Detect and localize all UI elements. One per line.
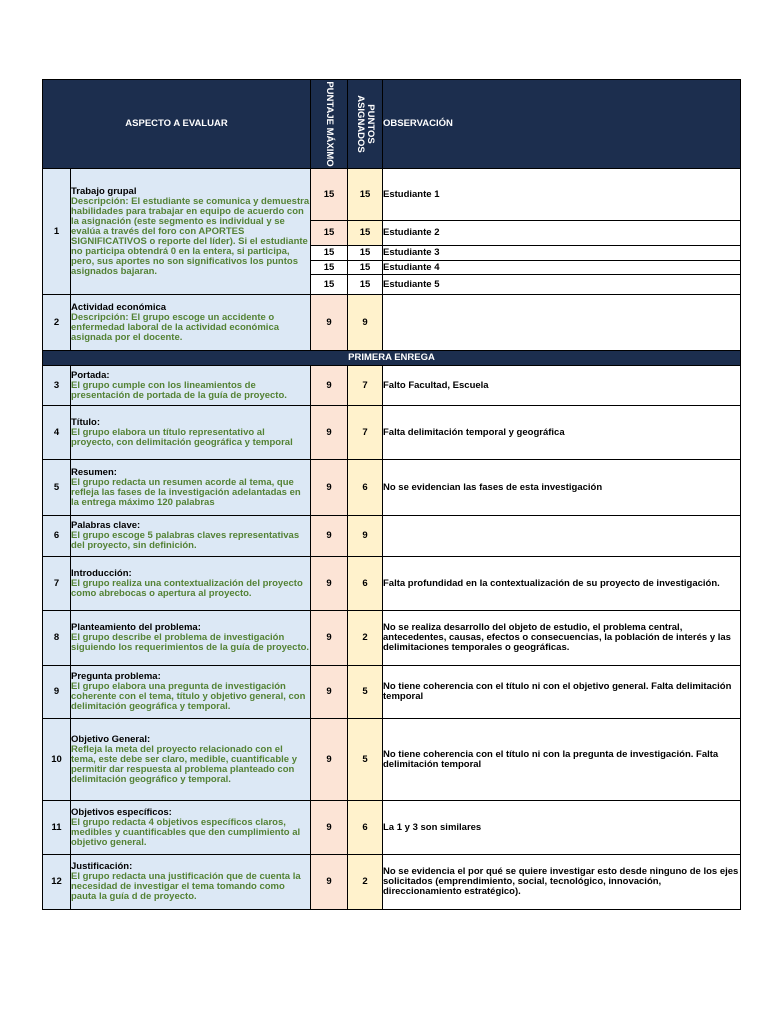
max-score: 9: [311, 855, 348, 910]
observation: No se evidencian las fases de esta investigación: [383, 460, 741, 516]
table-row: [43, 295, 741, 351]
criterion-description: El grupo elabora una pregunta de investigación coherente con el tema, título y objetivo general, con delimitación geográfica y temporal.: [71, 681, 306, 712]
row-number: 4: [43, 406, 71, 460]
criterion-title: Palabras clave:: [71, 520, 141, 531]
observation: No se realiza desarrollo del objeto de estudio, el problema central, antecedentes, causas, efectos o consecuencias, la población de interés y las delimitaciones temporales o geográficas.: [383, 611, 741, 666]
assigned-points: 7: [348, 406, 383, 460]
observation: [383, 516, 741, 557]
assigned-points: 15: [348, 246, 383, 261]
assigned-points: 2: [348, 855, 383, 910]
criterion-cell: [71, 666, 311, 719]
table-row: [43, 406, 741, 460]
criterion-cell: [71, 366, 311, 406]
criterion-title: Justificación:: [71, 861, 133, 872]
criterion-description: El grupo elabora un título representativo al proyecto, con delimitación geográfica y temporal: [71, 426, 293, 448]
criterion-title: Trabajo grupal: [71, 185, 137, 197]
header-max-score: PUNTAJE MÁXIMO: [311, 80, 348, 169]
table-row: [43, 516, 741, 557]
assigned-points: 6: [348, 801, 383, 855]
row-number: 6: [43, 516, 71, 557]
max-score: 9: [311, 557, 348, 611]
criterion-cell: [71, 295, 311, 351]
row-number: 10: [43, 719, 71, 801]
observation: Estudiante 4: [383, 261, 741, 275]
criterion-title: Resumen:: [71, 466, 117, 478]
max-score: 9: [311, 406, 348, 460]
assigned-points: 7: [348, 366, 383, 406]
row-number: 5: [43, 460, 71, 516]
criterion-title: Planteamiento del problema:: [71, 622, 201, 633]
assigned-points: 15: [348, 261, 383, 275]
assigned-points: 15: [348, 169, 383, 221]
criterion-cell: [71, 406, 311, 460]
evaluation-rubric-table: [42, 79, 741, 910]
criterion-title: Título:: [71, 416, 101, 428]
assigned-points: 2: [348, 611, 383, 666]
row-number: 12: [43, 855, 71, 910]
max-score: 15: [311, 246, 348, 261]
observation: Estudiante 5: [383, 275, 741, 295]
observation: La 1 y 3 son similares: [383, 801, 741, 855]
criterion-title: Pregunta problema:: [71, 671, 161, 682]
table-row: [43, 557, 741, 611]
table-row: [43, 611, 741, 666]
assigned-points: 6: [348, 557, 383, 611]
criterion-title: Objetivos específicos:: [71, 806, 172, 818]
criterion-title: Objetivo General:: [71, 733, 151, 745]
row-number: 3: [43, 366, 71, 406]
criterion-description: El grupo cumple con los lineamientos de presentación de portada de la guía de proyecto.: [71, 379, 287, 401]
max-score: 15: [311, 275, 348, 295]
observation: Falta profundidad en la contextualización de su proyecto de investigación.: [383, 557, 741, 611]
observation: Estudiante 3: [383, 246, 741, 261]
criterion-cell: [71, 516, 311, 557]
criterion-description: Descripción: El grupo escoge un accidente o enfermedad laboral de la actividad económica asignada por el docente.: [71, 311, 280, 343]
max-score: 9: [311, 516, 348, 557]
max-score: 15: [311, 169, 348, 221]
table-row: [43, 169, 741, 221]
assigned-points: 15: [348, 275, 383, 295]
criterion-cell: [71, 719, 311, 801]
max-score: 9: [311, 295, 348, 351]
table-row: [43, 855, 741, 910]
criterion-description: El grupo escoge 5 palabras claves representativas del proyecto, sin definición.: [71, 530, 300, 551]
criterion-description: El grupo redacta un resumen acorde al tema, que refleja las fases de la investigación adelantadas en la entrega máximo 120 palabras: [71, 476, 301, 508]
table-row: [43, 666, 741, 719]
assigned-points: 5: [348, 719, 383, 801]
observation: Falta delimitación temporal y geográfica: [383, 406, 741, 460]
max-score: 9: [311, 666, 348, 719]
max-score: 15: [311, 261, 348, 275]
row-number: 11: [43, 801, 71, 855]
max-score: 9: [311, 719, 348, 801]
table-row: [43, 366, 741, 406]
criterion-cell: [71, 557, 311, 611]
observation: Falto Facultad, Escuela: [383, 366, 741, 406]
header-observation: OBSERVACIÓN: [383, 80, 741, 169]
assigned-points: 9: [348, 295, 383, 351]
observation: Estudiante 2: [383, 221, 741, 246]
max-score: 9: [311, 366, 348, 406]
criterion-description: El grupo realiza una contextualización del proyecto como abrebocas o apertura al proyecto.: [71, 577, 303, 599]
max-score: 9: [311, 801, 348, 855]
header-aspect: ASPECTO A EVALUAR: [43, 80, 311, 169]
criterion-description: Descripción: El estudiante se comunica y demuestra habilidades para trabajar en equipo de acuerdo con la asignación (este segmento es individual y se evalúa a través del foro con APORTES SIGNIFICATIVOS o reporte del líder). Si el estudiante no participa obtendrá 0 en la entera, si participa, pero, sus aportes no son significativos los puntos asignados bajaran.: [71, 195, 310, 277]
section-row: [43, 351, 741, 366]
assigned-points: 9: [348, 516, 383, 557]
max-score: 15: [311, 221, 348, 246]
criterion-description: El grupo redacta 4 objetivos específicos claros, medibles y cuantificables que den cumplimiento al objetivo general.: [71, 816, 301, 848]
max-score: 9: [311, 611, 348, 666]
criterion-description: El grupo redacta una justificación que de cuenta la necesidad de investigar el tema tomando como pauta la guía d de proyecto.: [71, 871, 301, 902]
observation: No tiene coherencia con el título ni con la pregunta de investigación. Falta delimitación temporal: [383, 719, 741, 801]
assigned-points: 5: [348, 666, 383, 719]
max-score: 9: [311, 460, 348, 516]
criterion-description: Refleja la meta del proyecto relacionado con el tema, este debe ser claro, medible, cuantificable y permitir dar respuesta al problema planteado con delimitación geográfico y temporal.: [71, 743, 297, 785]
criterion-title: Portada:: [71, 369, 110, 381]
row-number: 7: [43, 557, 71, 611]
header-row: [43, 80, 741, 169]
criterion-cell: [71, 169, 311, 295]
criterion-title: Actividad económica: [71, 301, 167, 313]
criterion-cell: [71, 460, 311, 516]
criterion-cell: [71, 611, 311, 666]
observation: Estudiante 1: [383, 169, 741, 221]
table-row: [43, 801, 741, 855]
assigned-points: 6: [348, 460, 383, 516]
row-number: 9: [43, 666, 71, 719]
criterion-cell: [71, 855, 311, 910]
criterion-title: Introducción:: [71, 567, 132, 579]
criterion-description: El grupo describe el problema de investigación siguiendo los requerimientos de la guía de proyecto.: [71, 632, 310, 653]
header-assigned-points: PUNTOS ASIGNADOS: [348, 80, 383, 169]
assigned-points: 15: [348, 221, 383, 246]
section-title: PRIMERA ENREGA: [43, 351, 741, 366]
row-number: 8: [43, 611, 71, 666]
table-row: [43, 460, 741, 516]
table-row: [43, 719, 741, 801]
criterion-cell: [71, 801, 311, 855]
observation: [383, 295, 741, 351]
row-number: 1: [43, 169, 71, 295]
observation: No se evidencia el por qué se quiere investigar esto desde ninguno de los ejes solicitados (emprendimiento, social, tecnológico, innovación, direccionamiento estratégico).: [383, 855, 741, 910]
row-number: 2: [43, 295, 71, 351]
observation: No tiene coherencia con el título ni con el objetivo general. Falta delimitación temporal: [383, 666, 741, 719]
